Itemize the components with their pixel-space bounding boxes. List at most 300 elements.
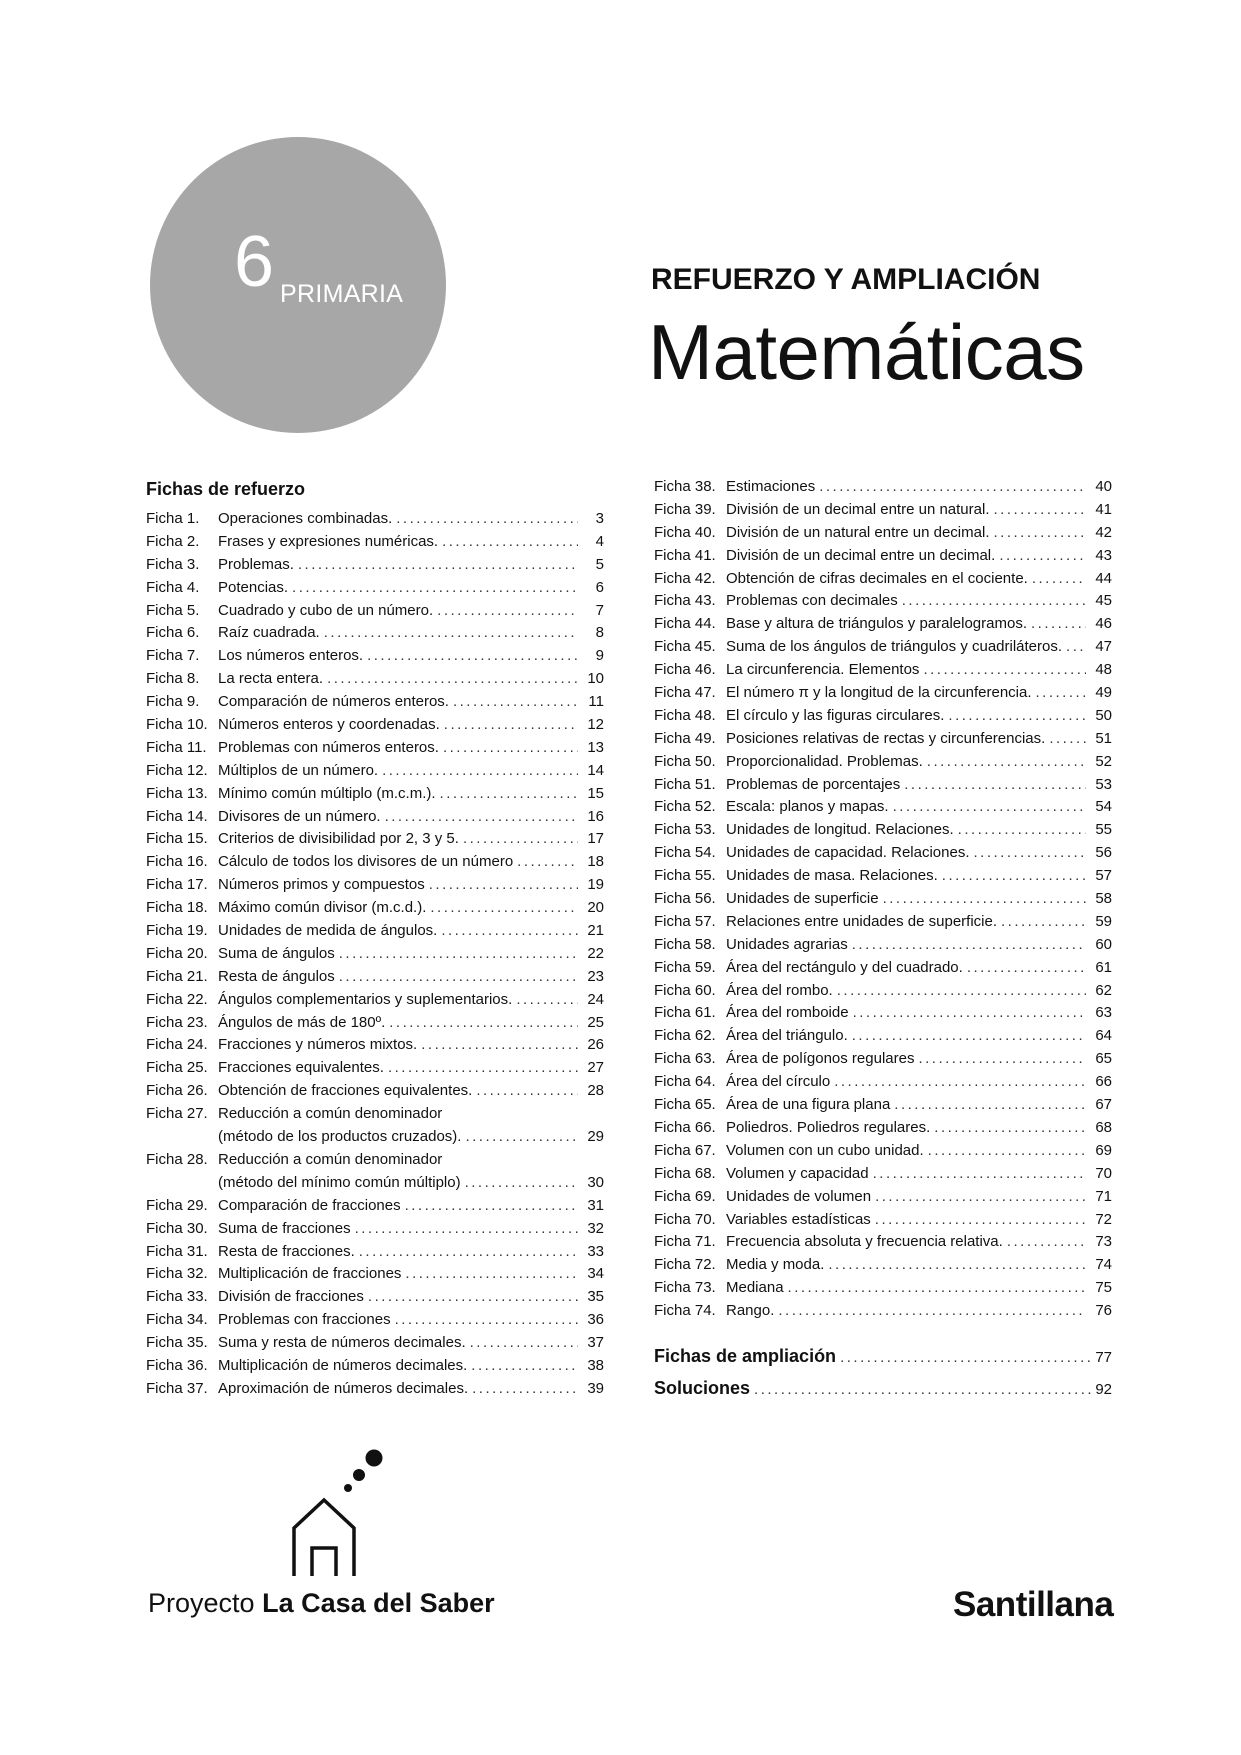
toc-entry-number: Ficha 6. bbox=[146, 624, 200, 642]
leader-dots bbox=[788, 1277, 1086, 1300]
toc-entry bbox=[146, 1286, 604, 1309]
toc-entry-page: 60 bbox=[1095, 935, 1112, 953]
leader-dots bbox=[476, 1080, 578, 1103]
toc-entry-page: 41 bbox=[1095, 500, 1112, 518]
toc-entry-number: Ficha 3. bbox=[146, 555, 200, 573]
toc-entry-title: Resta de ángulos bbox=[218, 967, 335, 985]
toc-entry bbox=[146, 1149, 604, 1172]
toc-entry bbox=[146, 783, 604, 806]
toc-entry bbox=[654, 1094, 1112, 1117]
leader-dots bbox=[396, 508, 578, 531]
leader-dots bbox=[853, 1002, 1086, 1025]
toc-entry-title: Área del círculo bbox=[726, 1073, 831, 1091]
toc-entry bbox=[654, 865, 1112, 888]
toc-entry bbox=[654, 705, 1112, 728]
toc-entry-number: Ficha 55. bbox=[654, 867, 716, 885]
toc-entry-page: 8 bbox=[595, 624, 604, 642]
toc-entry-page: 34 bbox=[587, 1265, 604, 1283]
toc-entry bbox=[146, 1195, 604, 1218]
toc-entry-title: Unidades de medida de ángulos. bbox=[218, 922, 438, 940]
toc-entry-page: 39 bbox=[587, 1379, 604, 1397]
toc-entry-page: 44 bbox=[1095, 569, 1112, 587]
toc-entry-number: Ficha 65. bbox=[654, 1096, 716, 1114]
leader-dots bbox=[395, 1309, 578, 1332]
toc-entry bbox=[654, 751, 1112, 774]
toc-entry-title: Suma de ángulos bbox=[218, 944, 335, 962]
leader-dots bbox=[339, 943, 578, 966]
toc-entry bbox=[146, 714, 604, 737]
toc-entry-title: Reducción a común denominador bbox=[218, 1150, 443, 1168]
leader-dots bbox=[993, 499, 1086, 522]
leader-dots bbox=[465, 1172, 578, 1195]
toc-entry-number: Ficha 72. bbox=[654, 1256, 716, 1274]
toc-entry-number: Ficha 19. bbox=[146, 922, 208, 940]
toc-entry-number: Ficha 33. bbox=[146, 1288, 208, 1306]
toc-entry bbox=[654, 1254, 1112, 1277]
toc-entry-page: 43 bbox=[1095, 546, 1112, 564]
toc-entry-title: Frecuencia absoluta y frecuencia relativa. bbox=[726, 1233, 1003, 1251]
toc-entry-title: Ángulos de más de 180º. bbox=[218, 1013, 386, 1031]
toc-entry bbox=[654, 659, 1112, 682]
leader-dots bbox=[355, 1218, 578, 1241]
toc-entry-page: 76 bbox=[1095, 1302, 1112, 1320]
toc-entry bbox=[146, 1103, 604, 1126]
toc-entry-page: 71 bbox=[1095, 1187, 1112, 1205]
toc-entry-title: División de un decimal entre un decimal. bbox=[726, 546, 996, 564]
toc-entry-number: Ficha 14. bbox=[146, 807, 208, 825]
toc-entry-title: Multiplicación de fracciones bbox=[218, 1265, 402, 1283]
toc-entry bbox=[654, 934, 1112, 957]
toc-entry bbox=[146, 989, 604, 1012]
toc-entry-title: Máximo común divisor (m.c.d.). bbox=[218, 899, 427, 917]
toc-entry-page: 7 bbox=[595, 601, 604, 619]
toc-entry-title: Cuadrado y cubo de un número. bbox=[218, 601, 434, 619]
toc-entry-title: Área del romboide bbox=[726, 1004, 849, 1022]
toc-entry bbox=[654, 1048, 1112, 1071]
toc-entry-number: Ficha 28. bbox=[146, 1150, 208, 1168]
toc-entry bbox=[654, 1186, 1112, 1209]
toc-entry bbox=[146, 577, 604, 600]
leader-dots bbox=[828, 1254, 1086, 1277]
toc-entry-page: 29 bbox=[587, 1128, 604, 1146]
toc-entry-number: Ficha 9. bbox=[146, 693, 200, 711]
toc-entry bbox=[654, 888, 1112, 911]
leader-dots bbox=[1031, 613, 1086, 636]
toc-entry bbox=[654, 590, 1112, 613]
leader-dots bbox=[405, 1195, 578, 1218]
toc-entry bbox=[654, 796, 1112, 819]
toc-entry-title: Volumen con un cubo unidad. bbox=[726, 1141, 924, 1159]
toc-entry bbox=[146, 600, 604, 623]
leader-dots bbox=[368, 1286, 578, 1309]
leader-dots bbox=[967, 957, 1086, 980]
leader-dots bbox=[958, 819, 1086, 842]
toc-entry bbox=[654, 957, 1112, 980]
leader-dots bbox=[1001, 911, 1086, 934]
toc-entry-number: Ficha 49. bbox=[654, 729, 716, 747]
leader-dots bbox=[928, 1140, 1086, 1163]
toc-entry bbox=[654, 980, 1112, 1003]
toc-entry-title: Área de una figura plana bbox=[726, 1096, 891, 1114]
toc-entry-number: Ficha 64. bbox=[654, 1073, 716, 1091]
leader-dots bbox=[927, 751, 1086, 774]
toc-entry-page: 52 bbox=[1095, 752, 1112, 770]
toc-entry bbox=[146, 1012, 604, 1035]
toc-entry-number: Ficha 13. bbox=[146, 784, 208, 802]
toc-entry-number: Ficha 12. bbox=[146, 761, 208, 779]
leader-dots bbox=[840, 1349, 1091, 1366]
toc-entry bbox=[146, 531, 604, 554]
toc-entry-number: Ficha 57. bbox=[654, 912, 716, 930]
toc-entry-page: 24 bbox=[587, 990, 604, 1008]
toc-entry-page: 20 bbox=[587, 899, 604, 917]
toc-entry-page: 36 bbox=[587, 1311, 604, 1329]
toc-right-list bbox=[654, 476, 1112, 1323]
toc-entry-page: 53 bbox=[1095, 775, 1112, 793]
leader-dots bbox=[388, 1057, 578, 1080]
toc-entry-title: Unidades de capacidad. Relaciones. bbox=[726, 844, 970, 862]
toc-entry-page: 56 bbox=[1095, 844, 1112, 862]
toc-entry-title: Escala: planos y mapas. bbox=[726, 798, 889, 816]
toc-entry-page: 4 bbox=[595, 532, 604, 550]
leader-dots bbox=[918, 1048, 1086, 1071]
toc-entry-page: 23 bbox=[587, 967, 604, 985]
toc-entry bbox=[654, 1231, 1112, 1254]
leader-dots bbox=[405, 1263, 578, 1286]
toc-entry-number: Ficha 74. bbox=[654, 1302, 716, 1320]
toc-entry-page: 42 bbox=[1095, 523, 1112, 541]
toc-entry-page: 62 bbox=[1095, 981, 1112, 999]
toc-entry-title: Fracciones y números mixtos. bbox=[218, 1036, 418, 1054]
toc-entry-number: Ficha 52. bbox=[654, 798, 716, 816]
toc-entry-page: 40 bbox=[1095, 478, 1112, 495]
toc-entry-page: 30 bbox=[587, 1173, 604, 1191]
toc-entry bbox=[654, 1140, 1112, 1163]
leader-dots bbox=[471, 1355, 578, 1378]
toc-entry-title: Unidades de superficie bbox=[726, 890, 879, 908]
toc-entry-number: Ficha 21. bbox=[146, 967, 208, 985]
house-logo-icon bbox=[288, 1448, 398, 1578]
toc-entry-page: 12 bbox=[587, 716, 604, 734]
toc-entry-title: Mínimo común múltiplo (m.c.m.). bbox=[218, 784, 436, 802]
toc-entry-title: Problemas de porcentajes bbox=[726, 775, 901, 793]
toc-entry-number: Ficha 11. bbox=[146, 738, 207, 756]
toc-entry-title: División de un decimal entre un natural. bbox=[726, 500, 990, 518]
toc-entry-number: Ficha 40. bbox=[654, 523, 716, 541]
toc-entry-title: Área de polígonos regulares bbox=[726, 1050, 915, 1068]
toc-entry-page: 15 bbox=[587, 784, 604, 802]
toc-entry bbox=[146, 760, 604, 783]
toc-entry-title: Volumen y capacidad bbox=[726, 1164, 869, 1182]
leader-dots bbox=[873, 1163, 1086, 1186]
leader-dots bbox=[327, 668, 578, 691]
project-logo bbox=[148, 1448, 508, 1628]
leader-dots bbox=[442, 531, 578, 554]
toc-entry-number: Ficha 58. bbox=[654, 935, 716, 953]
toc-entry-page: 63 bbox=[1095, 1004, 1112, 1022]
leader-dots bbox=[517, 851, 578, 874]
toc-entry bbox=[146, 508, 604, 531]
leader-dots bbox=[1007, 1231, 1086, 1254]
grade-number: 6 bbox=[234, 222, 275, 302]
toc-entry-page: 35 bbox=[587, 1288, 604, 1306]
toc-entry-title: Operaciones combinadas. bbox=[218, 510, 393, 527]
toc-entry bbox=[654, 774, 1112, 797]
leader-dots bbox=[1032, 568, 1086, 591]
toc-entry bbox=[146, 554, 604, 577]
leader-dots bbox=[948, 705, 1086, 728]
toc-entry-page: 54 bbox=[1095, 798, 1112, 816]
leader-dots bbox=[894, 1094, 1086, 1117]
toc-entry-title: Rango. bbox=[726, 1302, 775, 1320]
grade-label: PRIMARIA bbox=[280, 280, 404, 308]
toc-entry bbox=[146, 1241, 604, 1264]
toc-entry bbox=[146, 1172, 604, 1195]
toc-entry-title: Problemas con decimales bbox=[726, 592, 898, 610]
toc-entry bbox=[654, 522, 1112, 545]
toc-entry-title: Números enteros y coordenadas. bbox=[218, 716, 440, 734]
toc-extra-page: 77 bbox=[1095, 1349, 1112, 1366]
toc-entry-number: Ficha 68. bbox=[654, 1164, 716, 1182]
toc-entry-title: División de un natural entre un decimal. bbox=[726, 523, 990, 541]
toc-entry-page: 69 bbox=[1095, 1141, 1112, 1159]
publisher-logo: Santillana bbox=[953, 1585, 1114, 1624]
toc-entry bbox=[146, 966, 604, 989]
toc-entry-title: Múltiplos de un número. bbox=[218, 761, 379, 779]
toc-entry-number: Ficha 27. bbox=[146, 1105, 208, 1123]
toc-entry-page: 18 bbox=[587, 853, 604, 871]
toc-entry-title: Poliedros. Poliedros regulares. bbox=[726, 1118, 931, 1136]
leader-dots bbox=[339, 966, 578, 989]
toc-entry-page: 32 bbox=[587, 1219, 604, 1237]
toc-entry-page: 25 bbox=[587, 1013, 604, 1031]
toc-entry bbox=[654, 1117, 1112, 1140]
toc-entry-number: Ficha 41. bbox=[654, 546, 716, 564]
toc-entry-page: 50 bbox=[1095, 706, 1112, 724]
toc-entry-title: Unidades de longitud. Relaciones. bbox=[726, 821, 954, 839]
toc-entry bbox=[146, 874, 604, 897]
toc-entry bbox=[146, 1263, 604, 1286]
toc-entry bbox=[654, 1002, 1112, 1025]
toc-entry bbox=[146, 943, 604, 966]
leader-dots bbox=[385, 806, 578, 829]
toc-entry-page: 55 bbox=[1095, 821, 1112, 839]
toc-entry-number: Ficha 29. bbox=[146, 1196, 208, 1214]
toc-entry-title: Problemas con números enteros. bbox=[218, 738, 439, 756]
toc-entry-page: 33 bbox=[587, 1242, 604, 1260]
toc-entry-page: 37 bbox=[587, 1334, 604, 1352]
toc-section-heading: Fichas de refuerzo bbox=[146, 479, 306, 499]
toc-entry-title: Comparación de números enteros. bbox=[218, 693, 449, 711]
toc-entry-number: Ficha 69. bbox=[654, 1187, 716, 1205]
book-subtitle: REFUERZO Y AMPLIACIÓN bbox=[651, 263, 1041, 296]
toc-entry-title: Fracciones equivalentes. bbox=[218, 1059, 384, 1077]
toc-entry-title: Números primos y compuestos bbox=[218, 876, 425, 894]
toc-entry-title: Área del rombo. bbox=[726, 981, 833, 999]
toc-extras bbox=[654, 1346, 1112, 1410]
toc-entry bbox=[654, 1163, 1112, 1186]
toc-entry-title: Base y altura de triángulos y paralelogramos. bbox=[726, 615, 1027, 633]
toc-entry-page: 26 bbox=[587, 1036, 604, 1054]
project-prefix: Proyecto bbox=[148, 1588, 255, 1618]
toc-extra-page: 92 bbox=[1095, 1381, 1112, 1398]
toc-entry-title: Potencias. bbox=[218, 578, 289, 596]
leader-dots bbox=[1066, 636, 1086, 659]
toc-entry-page: 51 bbox=[1095, 729, 1112, 747]
toc-entry bbox=[654, 1209, 1112, 1232]
toc-entry bbox=[146, 691, 604, 714]
toc-entry bbox=[654, 819, 1112, 842]
leader-dots bbox=[429, 874, 578, 897]
toc-entry bbox=[146, 1034, 604, 1057]
toc-entry-number: Ficha 66. bbox=[654, 1118, 716, 1136]
toc-entry-title: Los números enteros. bbox=[218, 647, 364, 665]
toc-entry-number: Ficha 50. bbox=[654, 752, 716, 770]
toc-entry-title: Criterios de divisibilidad por 2, 3 y 5. bbox=[218, 830, 459, 848]
toc-entry-number: Ficha 71. bbox=[654, 1233, 716, 1251]
toc-entry-page: 64 bbox=[1095, 1027, 1112, 1045]
toc-entry bbox=[654, 545, 1112, 568]
toc-entry-title: Obtención de fracciones equivalentes. bbox=[218, 1082, 473, 1100]
toc-entry bbox=[146, 1355, 604, 1378]
toc-entry bbox=[146, 1309, 604, 1332]
toc-entry-number: Ficha 20. bbox=[146, 944, 208, 962]
project-name: La Casa del Saber bbox=[262, 1588, 495, 1618]
toc-entry-number: Ficha 17. bbox=[146, 876, 208, 894]
toc-entry-title: Frases y expresiones numéricas. bbox=[218, 532, 439, 550]
toc-entry-title: Resta de fracciones. bbox=[218, 1242, 355, 1260]
toc-entry-title: El número π y la longitud de la circunferencia. bbox=[726, 684, 1032, 702]
toc-entry-number: Ficha 63. bbox=[654, 1050, 716, 1068]
toc-entry bbox=[146, 1057, 604, 1080]
toc-entry-title: La circunferencia. Elementos bbox=[726, 661, 920, 679]
toc-entry bbox=[654, 636, 1112, 659]
toc-extra-title: Soluciones bbox=[654, 1378, 751, 1398]
toc-entry-page: 28 bbox=[587, 1082, 604, 1100]
book-title: Matemáticas bbox=[648, 308, 1085, 396]
toc-entry bbox=[654, 728, 1112, 751]
toc-entry-number: Ficha 25. bbox=[146, 1059, 208, 1077]
toc-entry bbox=[654, 1300, 1112, 1323]
leader-dots bbox=[443, 737, 578, 760]
toc-entry-number: Ficha 30. bbox=[146, 1219, 208, 1237]
toc-entry-number: Ficha 53. bbox=[654, 821, 716, 839]
toc-entry-number: Ficha 7. bbox=[146, 647, 200, 665]
leader-dots bbox=[934, 1117, 1086, 1140]
toc-entry bbox=[146, 622, 604, 645]
leader-dots bbox=[440, 783, 578, 806]
toc-entry-page: 31 bbox=[587, 1196, 604, 1214]
toc-entry-page: 9 bbox=[595, 647, 604, 665]
toc-entry bbox=[146, 851, 604, 874]
toc-entry-number: Ficha 32. bbox=[146, 1265, 208, 1283]
toc-entry-number: Ficha 8. bbox=[146, 670, 200, 688]
leader-dots bbox=[923, 659, 1086, 682]
toc-entry-number: Ficha 59. bbox=[654, 958, 716, 976]
toc-entry-number: Ficha 62. bbox=[654, 1027, 716, 1045]
toc-entry-page: 27 bbox=[587, 1059, 604, 1077]
toc-entry-number: Ficha 24. bbox=[146, 1036, 208, 1054]
toc-entry-number: Ficha 51. bbox=[654, 775, 716, 793]
leader-dots bbox=[367, 645, 578, 668]
toc-entry-title: Relaciones entre unidades de superficie. bbox=[726, 912, 998, 930]
toc-entry-title: Obtención de cifras decimales en el cociente. bbox=[726, 569, 1028, 587]
toc-entry bbox=[146, 1126, 604, 1149]
toc-entry-page: 13 bbox=[587, 738, 604, 756]
toc-left-list bbox=[146, 508, 604, 1401]
toc-entry-title: (método de los productos cruzados). bbox=[218, 1128, 462, 1146]
leader-dots bbox=[463, 828, 578, 851]
leader-dots bbox=[1036, 682, 1086, 705]
toc-entry-number: Ficha 22. bbox=[146, 990, 208, 1008]
toc-entry-page: 59 bbox=[1095, 912, 1112, 930]
toc-entry-title: El círculo y las figuras circulares. bbox=[726, 706, 945, 724]
toc-entry-title: Divisores de un número. bbox=[218, 807, 381, 825]
toc-extra-ampliacion bbox=[654, 1346, 1112, 1378]
leader-dots bbox=[852, 934, 1086, 957]
toc-entry-title: Raíz cuadrada. bbox=[218, 624, 320, 642]
toc-entry bbox=[654, 911, 1112, 934]
toc-entry-title: Problemas con fracciones bbox=[218, 1311, 391, 1329]
toc-entry-title: Problemas. bbox=[218, 555, 294, 573]
toc-entry bbox=[146, 897, 604, 920]
toc-entry-title: Posiciones relativas de rectas y circunferencias. bbox=[726, 729, 1046, 747]
toc-entry-number: Ficha 5. bbox=[146, 601, 200, 619]
toc-entry-title: Suma y resta de números decimales. bbox=[218, 1334, 466, 1352]
toc-entry-page: 75 bbox=[1095, 1279, 1112, 1297]
toc-entry-page: 3 bbox=[595, 510, 604, 527]
leader-dots bbox=[902, 590, 1086, 613]
toc-entry-number: Ficha 47. bbox=[654, 684, 716, 702]
toc-entry-page: 21 bbox=[587, 922, 604, 940]
toc-entry-number: Ficha 43. bbox=[654, 592, 716, 610]
project-label bbox=[148, 1590, 495, 1617]
toc-entry-number: Ficha 67. bbox=[654, 1141, 716, 1159]
toc-entry-number: Ficha 61. bbox=[654, 1004, 716, 1022]
toc-entry bbox=[146, 1080, 604, 1103]
toc-entry-page: 47 bbox=[1095, 638, 1112, 656]
toc-entry-number: Ficha 48. bbox=[654, 706, 716, 724]
leader-dots bbox=[883, 888, 1086, 911]
toc-entry-title: Suma de fracciones bbox=[218, 1219, 351, 1237]
toc-entry-number: Ficha 36. bbox=[146, 1356, 208, 1374]
leader-dots bbox=[875, 1209, 1086, 1232]
toc-entry-page: 48 bbox=[1095, 661, 1112, 679]
toc-entry-number: Ficha 2. bbox=[146, 532, 200, 550]
toc-entry-number: Ficha 42. bbox=[654, 569, 716, 587]
toc-entry-page: 58 bbox=[1095, 890, 1112, 908]
toc-entry-number: Ficha 26. bbox=[146, 1082, 208, 1100]
toc-entry-page: 11 bbox=[588, 693, 604, 711]
toc-entry bbox=[146, 920, 604, 943]
toc-entry-title: Área del triángulo. bbox=[726, 1027, 848, 1045]
toc-entry-number: Ficha 37. bbox=[146, 1379, 208, 1397]
toc-entry-page: 17 bbox=[587, 830, 604, 848]
leader-dots bbox=[292, 577, 578, 600]
toc-entry-page: 65 bbox=[1095, 1050, 1112, 1068]
toc-entry-title: Cálculo de todos los divisores de un número bbox=[218, 853, 514, 871]
toc-entry-page: 6 bbox=[595, 578, 604, 596]
toc-entry bbox=[146, 737, 604, 760]
toc-entry-page: 57 bbox=[1095, 867, 1112, 885]
toc-extra-soluciones bbox=[654, 1378, 1112, 1410]
toc-entry-number: Ficha 60. bbox=[654, 981, 716, 999]
leader-dots bbox=[430, 897, 578, 920]
toc-entry-page: 5 bbox=[595, 555, 604, 573]
leader-dots bbox=[1049, 728, 1086, 751]
toc-entry-number: Ficha 45. bbox=[654, 638, 716, 656]
leader-dots bbox=[437, 600, 578, 623]
